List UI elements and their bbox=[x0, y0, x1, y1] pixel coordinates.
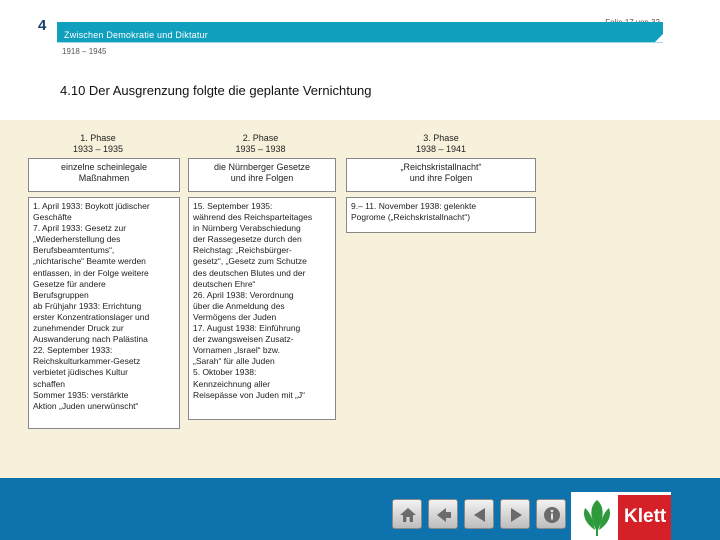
previous-icon bbox=[470, 505, 490, 525]
home-icon bbox=[398, 505, 418, 525]
phase-1-details: 1. April 1933: Boykott jüdischer Geschäfte 7. April 1933: Gesetz zur „Wiederherstellung des Berufsbeamtentums“, „nichtarische“ Beamte werden entlassen, in der Folge weitere Gesetze für andere Berufsgruppen ab Frühjahr 1933: Errichtung erster Konzentrationslager und zunehmender Druck zur Auswanderung nach Palästina 22. September 1933: Reichskulturkammer-Gesetz verbietet jüdisches Kultur schaffen Sommer 1935: verstärkte Aktion „Juden unerwünscht“ bbox=[28, 197, 180, 429]
back-icon bbox=[434, 505, 454, 525]
section-title: Zwischen Demokratie und Diktatur bbox=[64, 30, 208, 40]
home-button[interactable] bbox=[392, 499, 422, 529]
phase-1-heading: 1. Phase 1933 – 1935 bbox=[72, 133, 124, 154]
phase-3-heading: 3. Phase 1938 – 1941 bbox=[415, 133, 467, 154]
info-button[interactable] bbox=[536, 499, 566, 529]
klett-leaf-logo-icon bbox=[578, 496, 616, 538]
header-notch bbox=[655, 34, 663, 42]
phase-3-details: 9.– 11. November 1938: gelenkte Pogrome („Reichskristallnacht“) bbox=[346, 197, 536, 233]
phase-2-heading: 2. Phase 1935 – 1938 bbox=[235, 133, 286, 154]
brand-name: Klett bbox=[624, 506, 667, 527]
page-title: 4.10 Der Ausgrenzung folgte die geplante Vernichtung bbox=[60, 83, 372, 98]
header-divider bbox=[57, 42, 663, 43]
chapter-number: 4 bbox=[38, 17, 47, 34]
phase-2-subtitle: die Nürnberger Gesetze und ihre Folgen bbox=[188, 158, 336, 192]
next-button[interactable] bbox=[500, 499, 530, 529]
phase-2-details: 15. September 1935: während des Reichsparteitages in Nürnberg Verabschiedung der Rassegesetze durch den Reichstag: „Reichsbürger- gesetz“, „Gesetz zum Schutze des deutschen Blutes und der deutschen Ehre“ 26. April 1938: Verordnung über die Anmeldung des Vermögens der Juden 17. August 1938: Einführung der zwangsweisen Zusatz- Vornamen „Israel“ bzw. „Sarah“ für alle Juden 5. Oktober 1938: Kennzeichnung aller Reisepässe von Juden mit „J“ bbox=[188, 197, 336, 420]
period-label: 1918 – 1945 bbox=[62, 47, 107, 56]
phase-1-subtitle: einzelne scheinlegale Maßnahmen bbox=[28, 158, 180, 192]
section-header-bar bbox=[57, 22, 663, 42]
phase-3-subtitle: „Reichskristallnacht“ und ihre Folgen bbox=[346, 158, 536, 192]
back-button[interactable] bbox=[428, 499, 458, 529]
klett-brand-badge[interactable] bbox=[618, 495, 671, 540]
next-icon bbox=[506, 505, 526, 525]
previous-button[interactable] bbox=[464, 499, 494, 529]
info-icon bbox=[542, 505, 562, 525]
